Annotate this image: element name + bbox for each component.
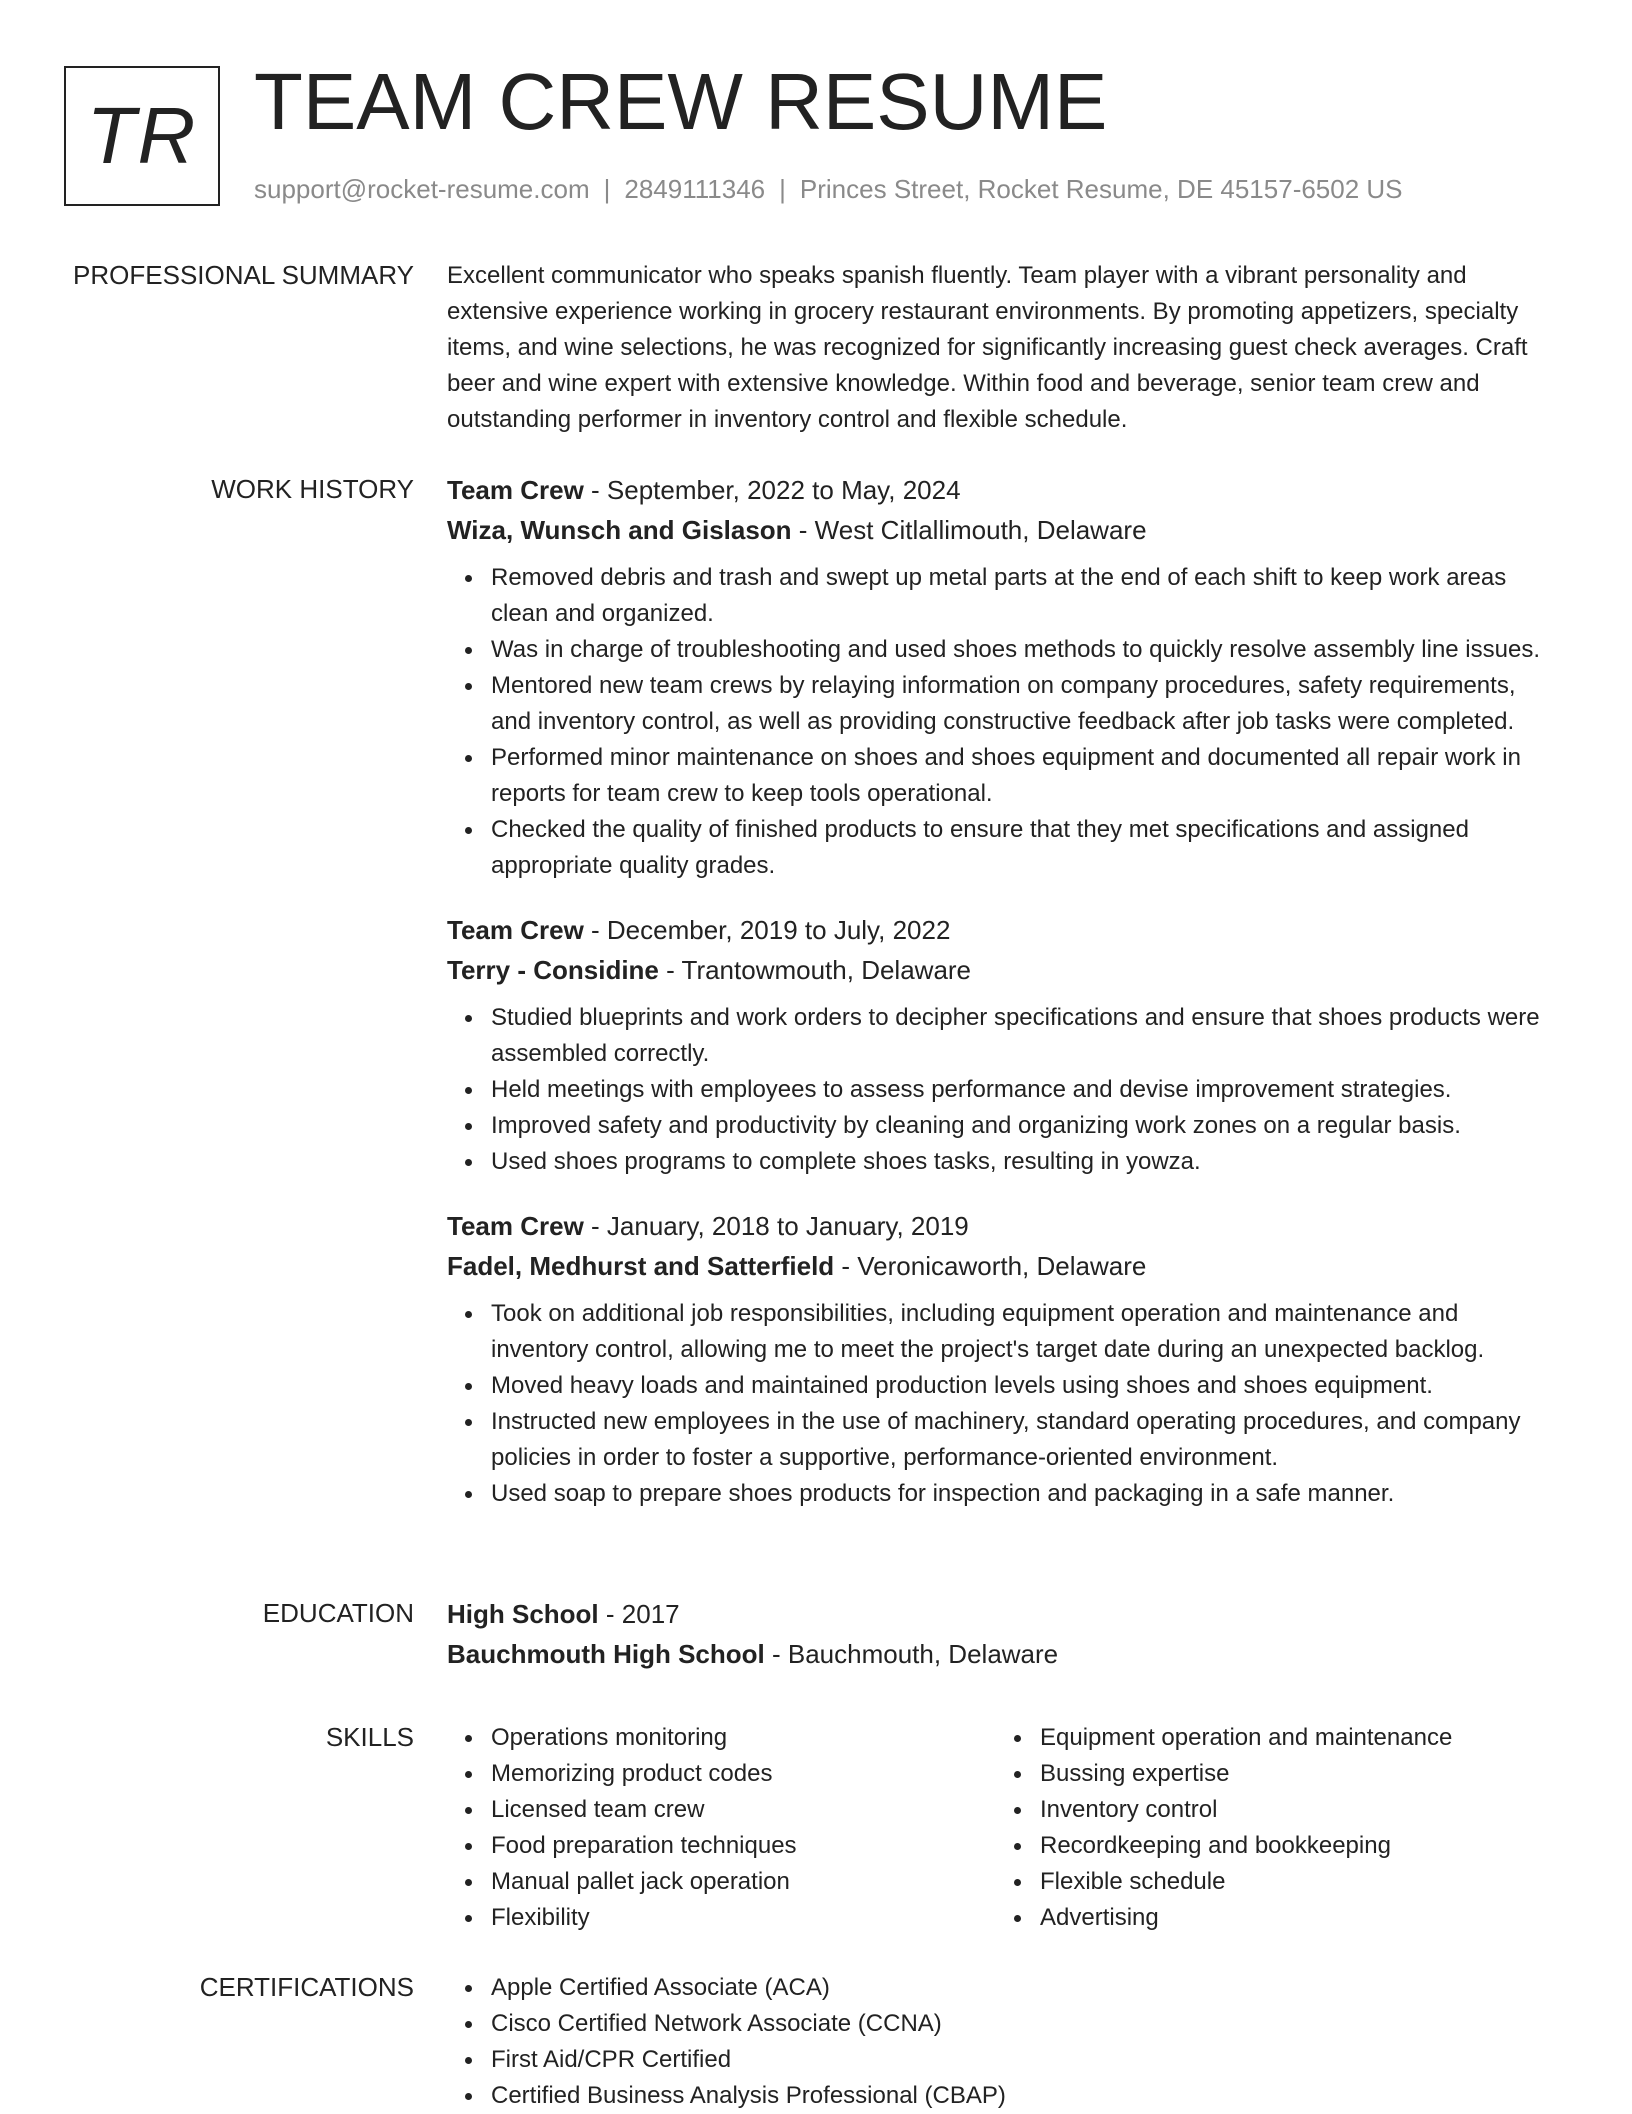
job-bullets	[447, 1296, 1562, 1512]
job-company: Terry - Considine	[447, 955, 659, 985]
contact-address: Princes Street, Rocket Resume, DE 45157-6502 US	[799, 174, 1403, 204]
job-entry	[447, 910, 1562, 1180]
section-title-skills: SKILLS	[325, 1722, 414, 1752]
job-bullet: Removed debris and trash and swept up metal parts at the end of each shift to keep work areas clean and organized.	[491, 560, 1562, 632]
skill-item: Flexible schedule	[1040, 1864, 1545, 1900]
skill-item: Operations monitoring	[491, 1720, 996, 1756]
job-company-line	[447, 510, 1562, 550]
job-bullet: Performed minor maintenance on shoes and shoes equipment and documented all repair work in reports for team crew to keep tools operational.	[491, 740, 1562, 812]
job-dates: - December, 2019 to July, 2022	[583, 915, 951, 945]
skills-column-right	[996, 1720, 1545, 1936]
job-bullet: Checked the quality of finished products to ensure that they met specifications and assigned appropriate quality grades.	[491, 812, 1562, 884]
monogram-logo	[64, 66, 220, 206]
skill-item: Manual pallet jack operation	[491, 1864, 996, 1900]
skill-item: Memorizing product codes	[491, 1756, 996, 1792]
job-company-line	[447, 1246, 1562, 1286]
certification-item: Certified Business Analysis Professional (CBAP)	[491, 2078, 1562, 2114]
education-degree: High School	[447, 1599, 599, 1629]
job-dates: - January, 2018 to January, 2019	[583, 1211, 969, 1241]
job-company-line	[447, 950, 1562, 990]
section-title-certifications: CERTIFICATIONS	[199, 1972, 414, 2002]
job-entry	[447, 470, 1562, 884]
job-dates: - September, 2022 to May, 2024	[583, 475, 961, 505]
education-school: Bauchmouth High School	[447, 1639, 765, 1669]
education-school-line	[447, 1634, 1562, 1674]
job-location: - Trantowmouth, Delaware	[658, 955, 972, 985]
monogram-initials: TR	[86, 91, 198, 180]
contact-email: support@rocket-resume.com	[254, 174, 590, 204]
contact-separator: |	[779, 174, 786, 204]
job-bullet: Improved safety and productivity by cleaning and organizing work zones on a regular basis.	[491, 1108, 1562, 1144]
job-bullet: Took on additional job responsibilities, including equipment operation and maintenance and inventory control, allowing me to meet the project's target date during an unexpected backlog.	[491, 1296, 1562, 1368]
skill-item: Flexibility	[491, 1900, 996, 1936]
job-company: Wiza, Wunsch and Gislason	[447, 515, 792, 545]
job-entry	[447, 1206, 1562, 1512]
skills-list-right	[996, 1720, 1545, 1936]
skill-item: Recordkeeping and bookkeeping	[1040, 1828, 1545, 1864]
skill-item: Equipment operation and maintenance	[1040, 1720, 1545, 1756]
certification-item: Cisco Certified Network Associate (CCNA)	[491, 2006, 1562, 2042]
education-body	[447, 1594, 1562, 1674]
job-title-line	[447, 910, 1562, 950]
certification-item: Apple Certified Associate (ACA)	[491, 1970, 1562, 2006]
job-location: - Veronicaworth, Delaware	[834, 1251, 1147, 1281]
skills-body	[447, 1720, 1562, 1936]
skills-list-left	[447, 1720, 996, 1936]
section-title-education: EDUCATION	[262, 1598, 414, 1628]
job-bullet: Used shoes programs to complete shoes tasks, resulting in yowza.	[491, 1144, 1562, 1180]
job-bullet: Moved heavy loads and maintained production levels using shoes and shoes equipment.	[491, 1368, 1562, 1404]
education-year: - 2017	[598, 1599, 680, 1629]
education-location: - Bauchmouth, Delaware	[764, 1639, 1059, 1669]
job-role: Team Crew	[447, 475, 584, 505]
certifications-body	[447, 1970, 1562, 2114]
skill-item: Bussing expertise	[1040, 1756, 1545, 1792]
section-title-summary: PROFESSIONAL SUMMARY	[73, 260, 414, 290]
job-location: - West Citlallimouth, Delaware	[791, 515, 1147, 545]
job-bullets	[447, 560, 1562, 884]
contact-phone: 2849111346	[624, 174, 766, 204]
job-title-line	[447, 1206, 1562, 1246]
job-bullet: Mentored new team crews by relaying information on company procedures, safety requirements, and inventory control, as well as providing constructive feedback after job tasks were completed.	[491, 668, 1562, 740]
certifications-list	[447, 1970, 1562, 2114]
job-bullet: Used soap to prepare shoes products for inspection and packaging in a safe manner.	[491, 1476, 1562, 1512]
certification-item: First Aid/CPR Certified	[491, 2042, 1562, 2078]
job-bullet: Instructed new employees in the use of machinery, standard operating procedures, and company policies in order to foster a supportive, performance-oriented environment.	[491, 1404, 1562, 1476]
skill-item: Inventory control	[1040, 1792, 1545, 1828]
contact-separator: |	[603, 174, 611, 204]
work-history-body	[447, 470, 1562, 1538]
skill-item: Licensed team crew	[491, 1792, 996, 1828]
job-role: Team Crew	[447, 915, 584, 945]
resume-title: TEAM CREW RESUME	[254, 57, 1108, 146]
job-bullet: Studied blueprints and work orders to decipher specifications and ensure that shoes products were assembled correctly.	[491, 1000, 1562, 1072]
job-bullet: Was in charge of troubleshooting and used shoes methods to quickly resolve assembly line issues.	[491, 632, 1562, 668]
job-title-line	[447, 470, 1562, 510]
section-title-work-history: WORK HISTORY	[211, 474, 414, 504]
job-role: Team Crew	[447, 1211, 584, 1241]
job-bullets	[447, 1000, 1562, 1180]
job-company: Fadel, Medhurst and Satterfield	[447, 1251, 835, 1281]
skill-item: Food preparation techniques	[491, 1828, 996, 1864]
summary-body	[447, 258, 1562, 438]
summary-text: Excellent communicator who speaks spanish fluently. Team player with a vibrant personality and extensive experience working in grocery restaurant environments. By promoting appetizers, specialty items, and wine selections, he was recognized for significantly increasing guest check averages. Craft beer and wine expert with extensive knowledge. Within food and beverage, senior team crew and outstanding performer in inventory control and flexible schedule.	[447, 262, 1528, 433]
skills-column-left	[447, 1720, 996, 1936]
skills-columns	[447, 1720, 1562, 1936]
job-bullet: Held meetings with employees to assess performance and devise improvement strategies.	[491, 1072, 1562, 1108]
skill-item: Advertising	[1040, 1900, 1545, 1936]
education-degree-line	[447, 1594, 1562, 1634]
contact-line	[254, 174, 1403, 205]
